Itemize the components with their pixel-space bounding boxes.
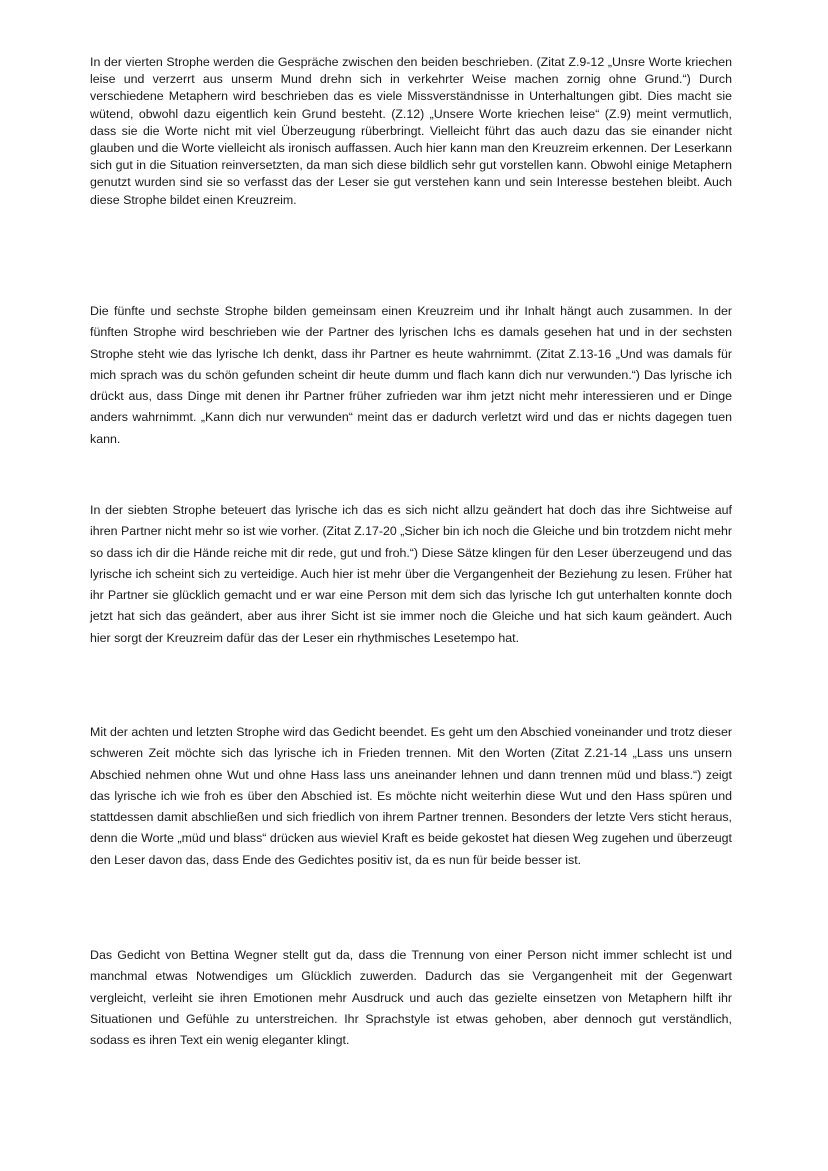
paragraph-eighth-stanza: Mit der achten und letzten Strophe wird das Gedicht beendet. Es geht um den Abschied voneinander und trotz dieser schweren Zeit möchte sich das lyrische ich in Frieden trennen. Mit den Worten (Zitat Z.21-14 „Lass uns unsern Abschied nehmen ohne Wut und ohne Hass lass uns aneinander lehnen und dann trennen müd und blass.“) zeigt das lyrische ich wie froh es über den Abschied ist. Es möchte nicht weiterhin diese Wut und den Hass spüren und stattdessen damit abschließen und sich friedlich von ihrem Partner trennen. Besonders der letzte Vers sticht heraus, denn die Worte „müd und blass“ drücken aus wieviel Kraft es beide gekostet hat diesen Weg zugehen und überzeugt den Leser davon das, dass Ende des Gedichtes positiv ist, da es nun für beide besser ist. [90, 725, 732, 867]
paragraph-fourth-stanza: In der vierten Strophe werden die Gespräche zwischen den beiden beschrieben. (Zitat Z.9-12 „Unsre Worte kriechen leise und verzerrt aus unserm Mund drehn sich in verkehrter Weise machen zornig ohne Grund.“) Durch verschiedene Metaphern wird beschrieben das es viele Missverständnisse in Unterhaltungen gibt. Dies macht sie wütend, obwohl dazu eigentlich kein Grund besteht. (Z.12) „Unsere Worte kriechen leise“ (Z.9) meint vermutlich, dass sie die Worte nicht mit viel Überzeugung rüberbringt. Vielleicht führt das auch dazu das sie einander nicht glauben und die Worte vielleicht als ironisch auffassen. Auch hier kann man den Kreuzreim erkennen. Der Leserkann sich gut in die Situation reinversetzten, da man sich diese bildlich sehr gut vorstellen kann. Obwohl einige Metaphern genutzt wurden sind sie so verfasst das der Leser sie gut verstehen kann und sein Interesse bestehen bleibt. Auch diese Strophe bildet einen Kreuzreim. [90, 55, 732, 207]
paragraph-seventh-stanza: In der siebten Strophe beteuert das lyrische ich das es sich nicht allzu geändert hat doch das ihre Sichtweise auf ihren Partner nicht mehr so ist wie vorher. (Zitat Z.17-20 „Sicher bin ich noch die Gleiche und bin trotzdem nicht mehr so dass ich dir die Hände reiche mit dir rede, gut und froh.“) Diese Sätze klingen für den Leser überzeugend und das lyrische ich scheint sich zu verteidige. Auch hier ist mehr über die Vergangenheit der Beziehung zu lesen. Früher hat ihr Partner sie glücklich gemacht und er war eine Person mit dem sich das lyrische Ich gut unterhalten konnte doch jetzt hat sich das geändert, aber aus ihrer Sicht ist sie immer noch die Gleiche und hat sich kaum geändert. Auch hier sorgt der Kreuzreim dafür das der Leser ein rhythmisches Lesetempo hat. [90, 503, 732, 645]
paragraph-conclusion: Das Gedicht von Bettina Wegner stellt gut da, dass die Trennung von einer Person nicht immer schlecht ist und manchmal etwas Notwendiges um Glücklich zuwerden. Dadurch das sie Vergangenheit mit der Gegenwart vergleicht, verleiht sie ihren Emotionen mehr Ausdruck und auch das gezielte einsetzen von Metaphern hilft ihr Situationen und Gefühle zu unterstreichen. Ihr Sprachstyle ist etwas gehoben, aber dennoch gut verständlich, sodass es ihren Text ein wenig eleganter klingt. [90, 948, 732, 1048]
paragraph-fifth-sixth-stanza: Die fünfte und sechste Strophe bilden gemeinsam einen Kreuzreim und ihr Inhalt hängt auch zusammen. In der fünften Strophe wird beschrieben wie der Partner des lyrischen Ichs es damals gesehen hat und in der sechsten Strophe steht wie das lyrische Ich denkt, dass ihr Partner es heute wahrnimmt. (Zitat Z.13-16 „Und was damals für mich sprach was du schön gefunden scheint dir heute dumm und flach kann dich nur verwunden.“) Das lyrische ich drückt aus, dass Dinge mit denen ihr Partner früher zufrieden war ihm jetzt nicht mehr interessieren und er Dinge anders wahrnimmt. „Kann dich nur verwunden“ meint das er dadurch verletzt wird und das er nichts dagegen tuen kann. [90, 304, 732, 446]
